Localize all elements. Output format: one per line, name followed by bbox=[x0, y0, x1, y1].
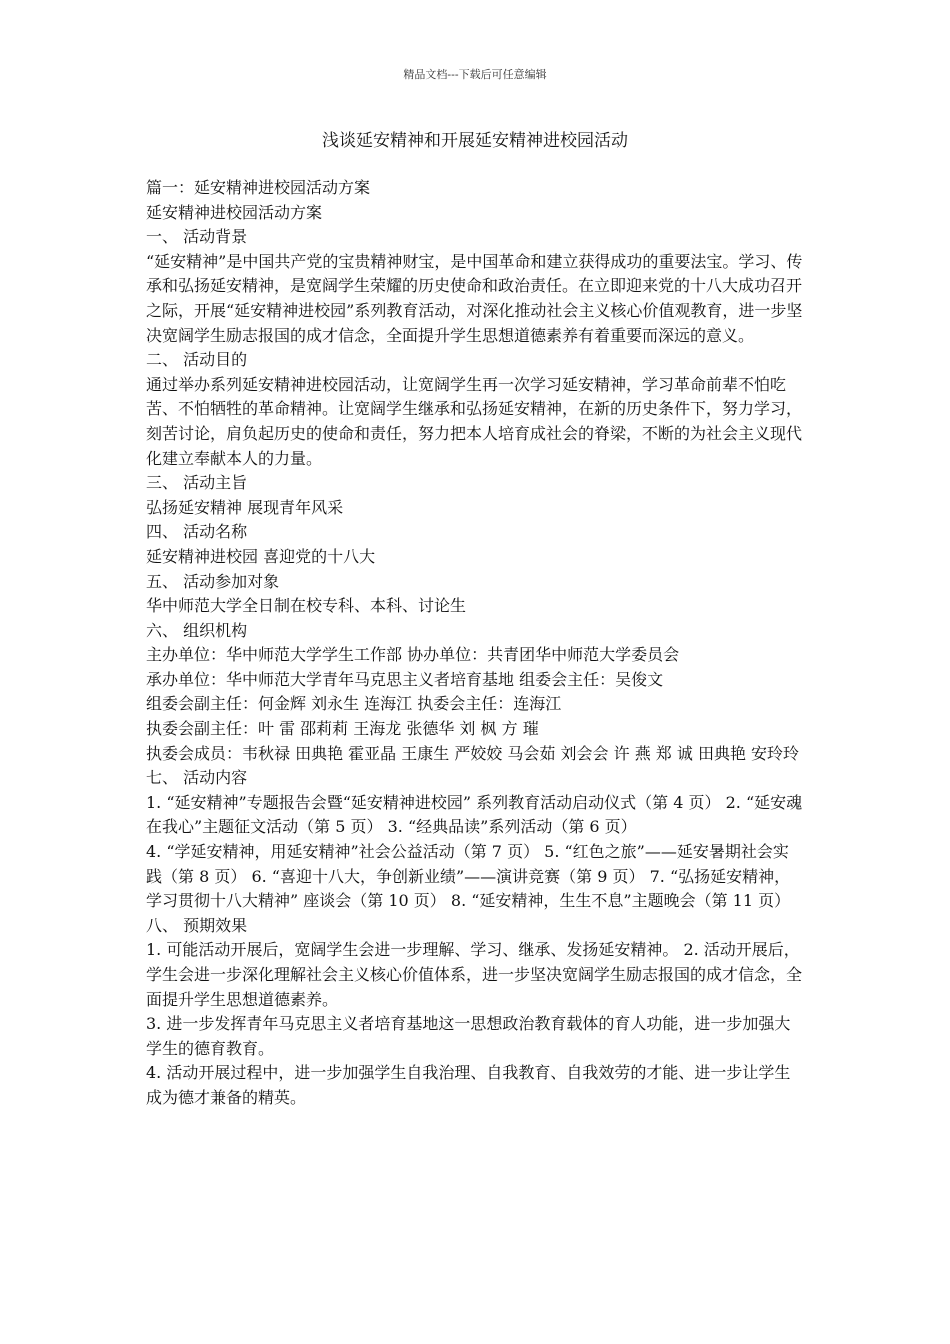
plan-title: 延安精神进校园活动方案 bbox=[146, 202, 323, 222]
document-title: 浅谈延安精神和开展延安精神进校园活动 bbox=[322, 131, 628, 151]
heading-effects: 八、 预期效果 bbox=[146, 915, 248, 935]
document-body bbox=[146, 176, 804, 1111]
heading-name: 四、 活动名称 bbox=[146, 522, 248, 542]
org-host: 主办单位：华中师范大学学生工作部 协办单位：共青团华中师范大学委员会 bbox=[146, 645, 680, 665]
section-heading-part1: 篇一：延安精神进校园活动方案 bbox=[146, 178, 371, 197]
paragraph-purpose: 通过举办系列延安精神进校园活动，让宽阔学生再一次学习延安精神，学习革命前辈不怕吃苦、不怕牺牲的革命精神。让宽阔学生继承和弘扬延安精神，在新的历史条件下，努力学习，刻苦讨论，肩负起历史的使命和责任，努力把本人培育成社会的脊梁，不断的为社会主义现代化建立奉献本人的力量。 bbox=[146, 374, 803, 468]
heading-purpose: 二、 活动目的 bbox=[146, 350, 248, 370]
content-items-4-8: 4. “学延安精神，用延安精神”社会公益活动（第 7 页） 5. “红色之旅”——延安暑期社会实践（第 8 页） 6. “喜迎十八大，争创新业绩”——演讲竞赛（第 9 页） 7. “弘扬延安精神，学习贯彻十八大精神” 座谈会（第 10 页） 8. “延安精神，生生不息”主题晚会（第 11 页） bbox=[146, 842, 791, 911]
org-exec-members: 执委会成员：韦秋禄 田典艳 霍亚晶 王康生 严姣姣 马会茹 刘会会 许 燕 郑 诚 田典艳 安玲玲 bbox=[146, 743, 800, 763]
page-header: 精品文档---下载后可任意编辑 bbox=[403, 68, 547, 81]
paragraph-participants: 华中师范大学全日制在校专科、本科、讨论生 bbox=[146, 596, 467, 616]
content-items-1-3: 1. “延安精神”专题报告会暨“延安精神进校园” 系列教育活动启动仪式（第 4 页） 2. “延安魂在我心”主题征文活动（第 5 页） 3. “经典品读”系列活动（第 6 页） bbox=[146, 792, 803, 837]
heading-background: 一、 活动背景 bbox=[146, 227, 248, 247]
heading-content: 七、 活动内容 bbox=[146, 768, 248, 788]
org-organizer: 承办单位：华中师范大学青年马克思主义者培育基地 组委会主任：吴俊文 bbox=[146, 669, 664, 689]
org-exec-vice-directors: 执委会副主任：叶 雷 邵莉莉 王海龙 张德华 刘 枫 方 璀 bbox=[146, 719, 539, 739]
heading-theme: 三、 活动主旨 bbox=[146, 473, 248, 493]
paragraph-name: 延安精神进校园 喜迎党的十八大 bbox=[146, 546, 376, 566]
effects-item-3: 3. 进一步发挥青年马克思主义者培育基地这一思想政治教育载体的育人功能，进一步加强大学生的德育教育。 bbox=[146, 1014, 791, 1058]
heading-participants: 五、 活动参加对象 bbox=[146, 571, 280, 591]
effects-item-4: 4. 活动开展过程中，进一步加强学生自我治理、自我教育、自我效劳的才能、进一步让学生成为德才兼备的精英。 bbox=[146, 1063, 791, 1107]
paragraph-background: “延安精神”是中国共产党的宝贵精神财宝，是中国革命和建立获得成功的重要法宝。学习、传承和弘扬延安精神，是宽阔学生荣耀的历史使命和政治责任。在立即迎来党的十八大成功召开之际，开展“延安精神进校园”系列教育活动，对深化推动社会主义核心价值观教育，进一步坚决宽阔学生励志报国的成才信念，全面提升学生思想道德素养有着重要而深远的意义。 bbox=[146, 251, 803, 345]
heading-organization: 六、 组织机构 bbox=[146, 620, 248, 640]
effects-items-1-2: 1. 可能活动开展后，宽阔学生会进一步理解、学习、继承、发扬延安精神。 2. 活动开展后，学生会进一步深化理解社会主义核心价值体系，进一步坚决宽阔学生励志报国的成才信念，全面提升学生思想道德素养。 bbox=[146, 940, 803, 1009]
org-vice-directors: 组委会副主任：何金辉 刘永生 连海江 执委会主任：连海江 bbox=[146, 694, 562, 714]
paragraph-theme: 弘扬延安精神 展现青年风采 bbox=[146, 497, 344, 517]
